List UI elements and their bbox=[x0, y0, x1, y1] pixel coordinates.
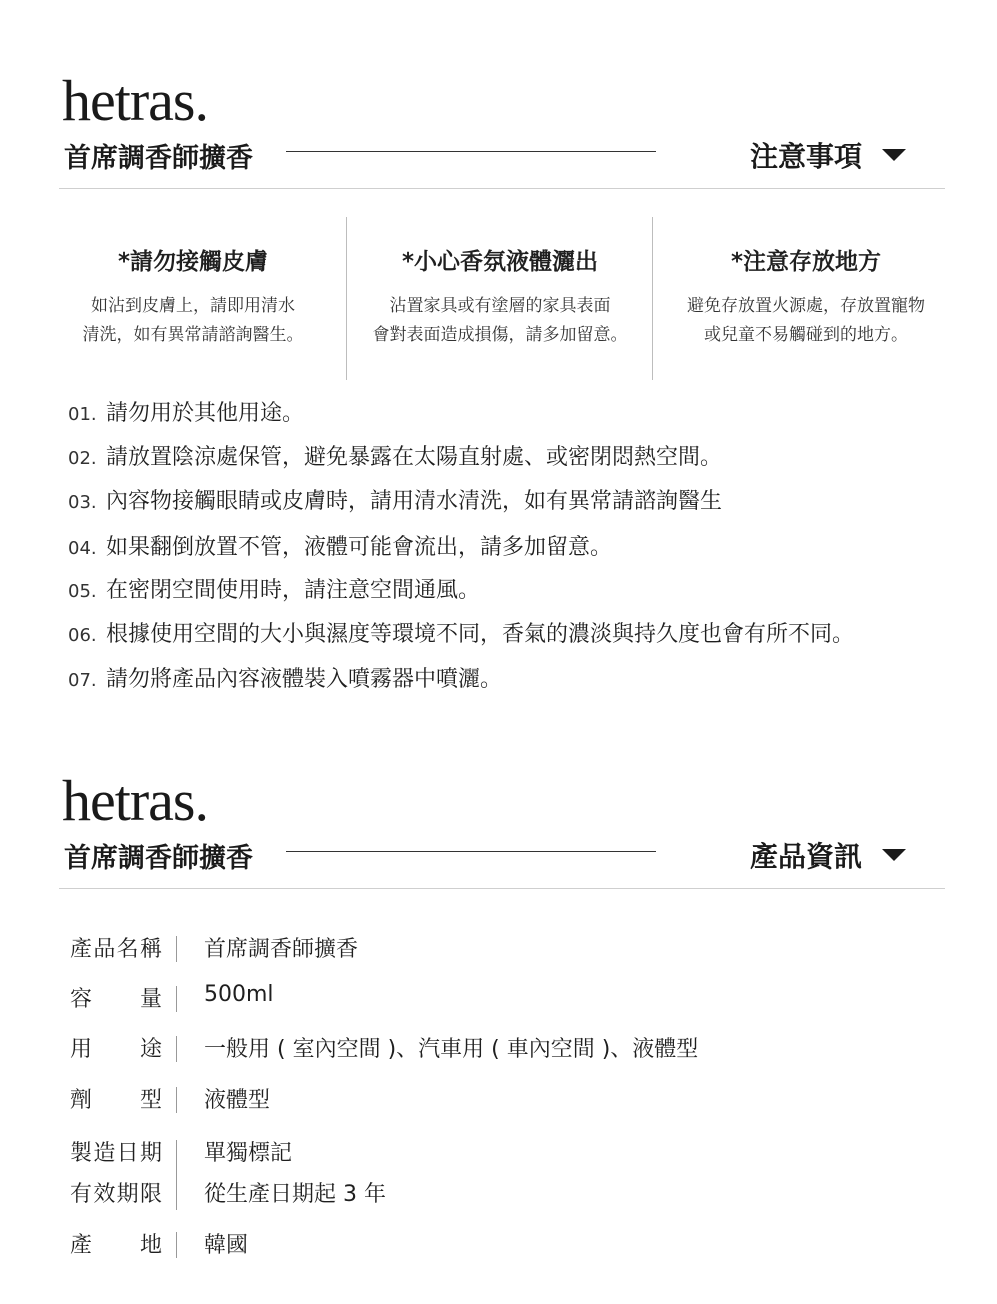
caution-column bbox=[652, 217, 959, 380]
list-item bbox=[68, 662, 502, 693]
info-value: 首席調香師擴香 bbox=[204, 937, 359, 962]
list-number: 07. bbox=[68, 670, 97, 691]
caution-column-title: *請勿接觸皮膚 bbox=[117, 249, 269, 275]
list-item bbox=[68, 440, 722, 471]
section-divider bbox=[59, 188, 945, 189]
caution-column bbox=[40, 217, 346, 380]
info-value: 液體型 bbox=[204, 1088, 271, 1113]
info-row bbox=[70, 982, 274, 1013]
info-separator bbox=[176, 936, 177, 962]
list-item bbox=[68, 484, 722, 515]
list-item bbox=[68, 396, 304, 427]
list-text: 請勿用於其他用途。 bbox=[106, 401, 305, 426]
caution-column bbox=[346, 217, 653, 380]
info-value: 500ml bbox=[204, 982, 274, 1007]
list-number: 04. bbox=[68, 538, 97, 559]
info-key: 產品名稱 bbox=[70, 937, 162, 962]
info-separator bbox=[176, 1140, 177, 1210]
info-separator bbox=[176, 1087, 177, 1113]
list-text: 根據使用空間的大小與濕度等環境不同，香氣的濃淡與持久度也會有所不同。 bbox=[106, 622, 855, 647]
brand-logo: hetras. bbox=[62, 768, 208, 833]
header-rule bbox=[286, 851, 656, 852]
info-row bbox=[70, 1228, 249, 1259]
info-value: 一般用 ( 室內空間 )、汽車用 ( 車內空間 )、液體型 bbox=[204, 1037, 699, 1062]
brand-logo: hetras. bbox=[62, 68, 208, 133]
list-number: 02. bbox=[68, 448, 97, 469]
product-info-section bbox=[0, 700, 997, 1304]
list-text: 請放置陰涼處保管，避免暴露在太陽直射處、或密閉悶熱空間。 bbox=[106, 445, 723, 470]
info-separator bbox=[176, 1036, 177, 1062]
info-key: 用途 bbox=[70, 1037, 162, 1062]
list-text: 請勿將產品內容液體裝入噴霧器中噴灑。 bbox=[106, 667, 503, 692]
section-divider bbox=[59, 888, 945, 889]
info-key: 產地 bbox=[70, 1233, 162, 1258]
caution-column-title: *小心香氛液體灑出 bbox=[401, 249, 599, 275]
caution-column-text bbox=[40, 292, 346, 350]
list-text: 在密閉空間使用時，請注意空間通風。 bbox=[106, 578, 481, 603]
caution-heading: 注意事項 bbox=[750, 140, 863, 173]
caution-line: 清洗，如有異常請諮詢醫生。 bbox=[82, 325, 304, 345]
caution-line: 如沾到皮膚上，請即用清水 bbox=[91, 296, 295, 316]
list-text: 如果翻倒放置不管，液體可能會流出，請多加留意。 bbox=[106, 535, 613, 560]
header-rule bbox=[286, 151, 656, 152]
caution-line: 沾置家具或有塗層的家具表面 bbox=[389, 296, 611, 316]
info-row bbox=[70, 1083, 271, 1114]
caret-down-icon bbox=[882, 849, 906, 861]
info-key: 有效期限 bbox=[70, 1182, 162, 1207]
info-key: 製造日期 bbox=[70, 1141, 162, 1166]
caution-column-text bbox=[347, 292, 653, 350]
info-row bbox=[70, 1136, 293, 1167]
caution-line: 或兒童不易觸碰到的地方。 bbox=[704, 325, 908, 345]
info-value: 單獨標記 bbox=[204, 1141, 293, 1166]
list-number: 05. bbox=[68, 581, 97, 602]
caution-line: 會對表面造成損傷，請多加留意。 bbox=[372, 325, 628, 345]
list-item bbox=[68, 530, 612, 561]
info-heading: 產品資訊 bbox=[750, 840, 863, 873]
list-text: 內容物接觸眼睛或皮膚時，請用清水清洗，如有異常請諮詢醫生 bbox=[106, 489, 723, 514]
info-key: 劑型 bbox=[70, 1088, 162, 1113]
info-value: 韓國 bbox=[204, 1233, 249, 1258]
caution-column-title: *注意存放地方 bbox=[730, 249, 882, 275]
caution-line: 避免存放置火源處，存放置寵物 bbox=[687, 296, 925, 316]
product-title: 首席調香師擴香 bbox=[64, 843, 253, 874]
list-number: 03. bbox=[68, 492, 97, 513]
caution-columns bbox=[40, 217, 957, 380]
info-row bbox=[70, 1177, 386, 1208]
caret-down-icon bbox=[882, 149, 906, 161]
info-value: 從生產日期起 3 年 bbox=[204, 1182, 386, 1207]
list-item bbox=[68, 617, 854, 648]
info-separator bbox=[176, 986, 177, 1012]
info-separator bbox=[176, 1232, 177, 1258]
caution-column-text bbox=[653, 292, 959, 350]
product-title: 首席調香師擴香 bbox=[64, 143, 253, 174]
list-number: 01. bbox=[68, 404, 97, 425]
info-key: 容量 bbox=[70, 987, 162, 1012]
info-row bbox=[70, 932, 359, 963]
info-row bbox=[70, 1032, 699, 1063]
list-item bbox=[68, 573, 480, 604]
list-number: 06. bbox=[68, 625, 97, 646]
